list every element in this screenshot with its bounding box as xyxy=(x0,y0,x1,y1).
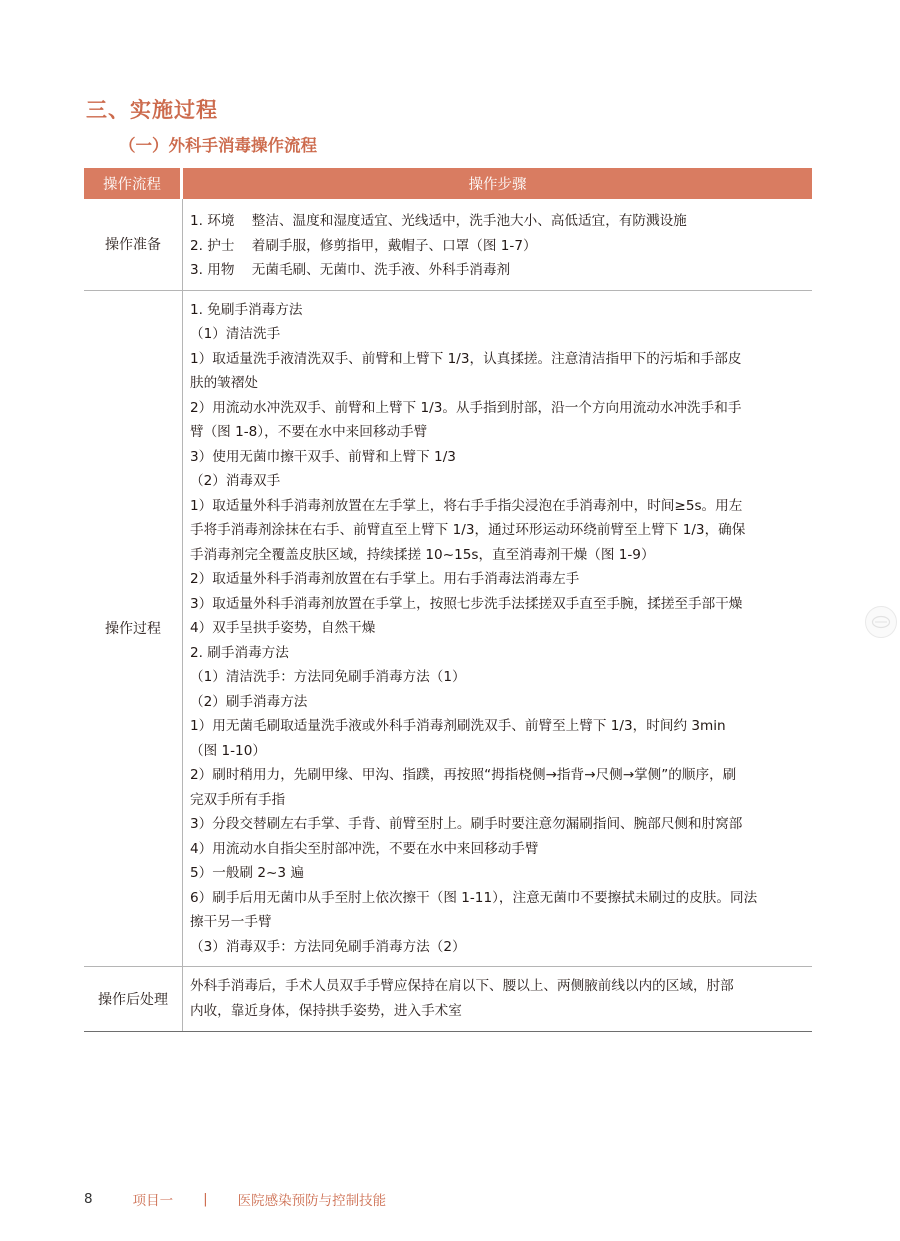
procedure-table xyxy=(84,168,812,1032)
step-line: 完双手所有手指 xyxy=(190,791,286,808)
step-line: （2）刷手消毒方法 xyxy=(190,693,308,710)
row-label-process: 操作过程 xyxy=(84,291,183,967)
step-line: （3）消毒双手：方法同免刷手消毒方法（2） xyxy=(190,938,466,955)
circle-emblem-icon xyxy=(865,606,897,638)
page-number: 8 xyxy=(84,1191,93,1207)
footer-separator: | xyxy=(203,1191,208,1207)
step-line: 5）一般刷 2~3 遍 xyxy=(190,865,304,881)
step-line: （图 1-10） xyxy=(190,742,266,759)
row-label-preparation: 操作准备 xyxy=(84,199,183,290)
step-line: 擦干另一手臂 xyxy=(190,914,272,930)
step-line: 3）取适量外科手消毒剂放置在手掌上，按照七步洗手法揉搓双手直至手腕，揉搓至手部干燥 xyxy=(190,595,743,612)
section-title: 三、实施过程 xyxy=(86,98,218,122)
row-body-post xyxy=(183,967,812,1031)
step-line: 1）取适量外科手消毒剂放置在左手掌上，将右手手指尖浸泡在手消毒剂中，时间≥5s。用左 xyxy=(190,497,743,514)
step-line: 3）使用无菌巾擦干双手、前臂和上臂下 1/3 xyxy=(190,448,456,465)
row-label-post: 操作后处理 xyxy=(84,967,183,1031)
step-line: 2. 护士 着刷手服，修剪指甲，戴帽子、口罩（图 1-7） xyxy=(190,237,537,254)
step-line: 2）刷时稍用力，先刷甲缘、甲沟、指蹼，再按照“拇指桡侧→指背→尺侧→掌侧”的顺序，刷 xyxy=(190,767,737,783)
table-row-preparation xyxy=(84,199,812,291)
step-line: （2）消毒双手 xyxy=(190,473,281,489)
step-line: （1）清洁洗手 xyxy=(190,326,281,342)
page-footer xyxy=(84,1189,386,1209)
step-line: 1）取适量洗手液清洗双手、前臂和上臂下 1/3，认真揉搓。注意清洁指甲下的污垢和手部皮 xyxy=(190,350,742,367)
table-row-process xyxy=(84,291,812,968)
row-body-preparation xyxy=(183,199,812,290)
step-line: 外科手消毒后，手术人员双手手臂应保持在肩以下、腰以上、两侧腋前线以内的区域，肘部 xyxy=(190,978,734,994)
step-line: 6）刷手后用无菌巾从手至肘上依次擦干（图 1-11），注意无菌巾不要擦拭未刷过的皮肤。同法 xyxy=(190,889,758,906)
footer-book-title: 医院感染预防与控制技能 xyxy=(237,1193,387,1209)
step-line: 内收，靠近身体，保持拱手姿势，进入手术室 xyxy=(190,1002,462,1019)
step-line: 4）双手呈拱手姿势，自然干燥 xyxy=(190,620,376,636)
step-line: 2. 刷手消毒方法 xyxy=(190,644,289,661)
step-line: 肤的皱褶处 xyxy=(190,375,258,391)
step-line: 1）用无菌毛刷取适量洗手液或外科手消毒剂刷洗双手、前臂至上臂下 1/3，时间约 3min xyxy=(190,718,726,734)
step-line: 手消毒剂完全覆盖皮肤区域，持续揉搓 10~15s，直至消毒剂干燥（图 1-9） xyxy=(190,546,655,563)
step-line: 2）取适量外科手消毒剂放置在右手掌上。用右手消毒法消毒左手 xyxy=(190,571,580,587)
step-line: 3. 用物 无菌毛刷、无菌巾、洗手液、外科手消毒剂 xyxy=(190,262,511,278)
table-row-post xyxy=(84,967,812,1032)
table-header xyxy=(84,168,812,199)
step-line: 2）用流动水冲洗双手、前臂和上臂下 1/3。从手指到肘部，沿一个方向用流动水冲洗手和手 xyxy=(190,399,742,416)
step-line: 3）分段交替刷左右手掌、手背、前臂至肘上。刷手时要注意勿漏刷指间、腕部尺侧和肘窝部 xyxy=(190,816,743,832)
row-body-process xyxy=(183,291,812,967)
step-line: 臂（图 1-8），不要在水中来回移动手臂 xyxy=(190,424,428,440)
sub-title: （一）外科手消毒操作流程 xyxy=(119,136,317,155)
step-line: 手将手消毒剂涂抹在右手、前臂直至上臂下 1/3，通过环形运动环绕前臂至上臂下 1/3，确保 xyxy=(190,522,746,538)
step-line: 4）用流动水自指尖至肘部冲洗，不要在水中来回移动手臂 xyxy=(190,840,539,857)
header-steps: 操作步骤 xyxy=(468,177,527,193)
footer-project: 项目一 xyxy=(132,1193,174,1209)
step-line: 1. 环境 整洁、温度和湿度适宜、光线适中，洗手池大小、高低适宜，有防溅设施 xyxy=(190,213,687,229)
step-line: 1. 免刷手消毒方法 xyxy=(190,301,303,318)
step-line: （1）清洁洗手：方法同免刷手消毒方法（1） xyxy=(190,669,466,685)
header-process: 操作流程 xyxy=(84,168,183,199)
